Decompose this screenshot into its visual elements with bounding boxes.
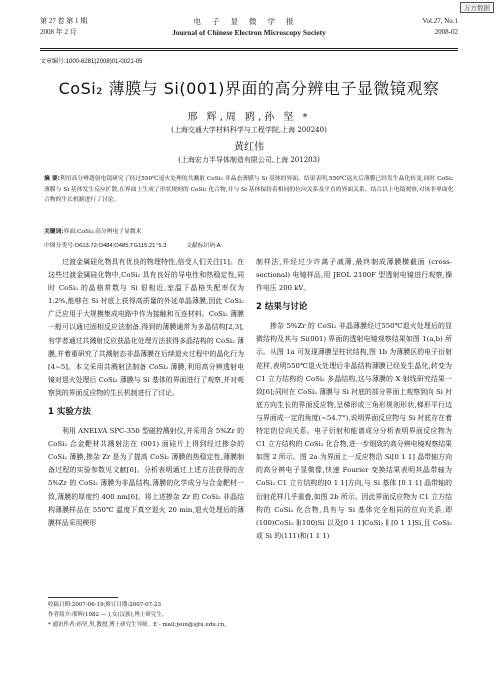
source-stamp: 万方数据 — [460, 2, 494, 13]
journal-name-cn: 电子显微学报 — [193, 17, 305, 26]
footnote-rule — [48, 597, 118, 598]
paper-title: CoSi₂ 薄膜与 Si(001)界面的高分辨电子显微镜观察 — [58, 79, 440, 98]
running-header — [40, 16, 458, 46]
journal-name-en: Journal of Chinese Electron Microscopy Society — [172, 28, 326, 37]
authors-secondary: 黄红伟 — [234, 142, 264, 153]
volume-en: Vol.27, No.1 — [422, 17, 458, 25]
header-right — [422, 16, 458, 38]
date-en: 2008-02 — [434, 28, 458, 36]
clc-number: 中图分类号:O613.72;O484;O485;TG115.21⁺5.3 — [44, 243, 167, 249]
header-rule-thick — [40, 48, 458, 49]
keywords — [44, 226, 458, 235]
methods-continued-paragraph: 制样法,并经过少许离子减薄,最终制成薄膜横截面 (cross-sectional) 电镜样品,用 JEOL 2100F 型透射电镜进行观察,操作电压 200 kV。 — [256, 258, 452, 293]
left-column — [48, 256, 244, 530]
header-rule-thin — [40, 50, 458, 51]
header-center — [40, 16, 458, 38]
section-heading-methods: 1 实验方法 — [48, 407, 91, 418]
footnote-corresponding: * 通讯作者:孙坚,男,教授,博士研究生导师。E - mail:jsun@sjtu.edu.cn。 — [48, 622, 230, 628]
affiliation-secondary: (上海宏力半导体制造有限公司,上海 201203) — [178, 156, 320, 164]
affiliation-primary: (上海交通大学材料科学与工程学院,上海 200240) — [171, 126, 327, 134]
article-number: 文章编号:1000-6281(2008)01-0021-05 — [40, 59, 143, 65]
intro-paragraph: 过渡金属硅化物具有优良的物理特性,倍受人们关注[1]。在这些过渡金属硅化物中,CoSi₂ 具有良好的导电性和热稳定性,同时 CoSi₂ 的晶格常数与 Si 很相近,室温下晶格失配率仅为 1.2%,能够在 Si 衬底上获得高质量的外延单晶薄膜,因此 CoSi₂ 广泛应用于大规模集成电路中作为接触和互连材料。CoSi₂ 薄膜一般可以通过固相反应法制备,得到的薄膜通常为多晶结构[2,3],有学者通过共溅射反应获晶化处理方法获得多晶结构的 CoSi₂ 薄膜,并着重研究了共溅射态非晶薄膜在后续退火过程中的晶化行为[4~5]。本文采用共溅射法制备 CoSi₂ 薄膜,利用高分辨透射电镜对退火处理后 CoSi₂ 薄膜与 Si 基体的界面进行了观察,并对观察到的界面反应物的生长机制进行了讨论。 — [48, 258, 244, 397]
footnote-author: 作者简介:邢辉(1982 — ),女(汉族),博士研究生。 — [48, 612, 168, 618]
keywords-label: 关键词: — [44, 229, 64, 235]
abstract — [44, 174, 458, 206]
section-heading-results: 2 结果与讨论 — [256, 302, 308, 313]
right-column — [256, 256, 452, 543]
results-paragraph: 掺杂 5%Zr 的 CoSi₂ 非晶薄膜经过550℃退火处理后的显微结构及其与 Si(001) 界面的透射电镜观察结果如图 1(a,b) 所示。从图 1a 可发现薄膜呈柱状结构,图 1b 为薄膜区的电子衍射花样,表明550℃退火处理后非晶结构薄膜已经发生晶化,转变为 C1 立方结构的 CoSi₂ 多晶结构,这与薄膜的 X 射线研究结果一致[6];同时在 CoSi₂ 薄膜与 Si 衬底的部分界面上观察到向 Si 衬底方向生长的界面反应物,呈梯形或三角形规则形状,梯形平行边与界面成一定的角度(~54.7°),说明界面反应物与 Si 衬底存在着特定的位向关系。电子衍射和能谱成分分析表明界面反应物为 C1 立方结构的 CoSi₂ 化合物,进一步细致的高分辨电镜观察结果如图 2 所示。图 2a 为界面上一反应物沿 Si[0 1 1] 晶带轴方向的高分辨电子显微像,快速 Fourier 变换结果表明其晶带轴为 CoSi₂ C1 立方结构的[0 1 1]方向,与 Si 基体 [0 1 1] 晶带轴的衍射花样几乎重叠,如图 2b 所示。因此界面反应物为 C1 立方结构的 CoSi₂ 化合物,具有与 Si 基体完全相同的位向关系,即(100)CoSi₂ ∥(100)Si 以及[0 1 1]CoSi₂ ∥ [0 1 1]Si,且 CoSi₂ 或 Si 的(111)和(1 1 1) — [256, 322, 453, 540]
keywords-text: 界面;CoSi₂;高分辨电子显微术 — [63, 229, 142, 235]
abstract-text: 利用高分辨透射电镜研究了经过550℃退火处理的共溅射 CoSi₂ 非晶态薄膜与 Si 基体的界面。结果表明,550℃退火后薄膜已经发生晶化转变,同时 CoSi₂ 薄膜与 Si 基体发生反应扩散,在界面上生成了形状规则的 CoSi₂ 化合物,并与 Si 基体保持着相同的位向关系及平直的界面关系。结合以上电镜观察,对该非界面化合物的生长机制进行了讨论。 — [44, 176, 454, 204]
methods-paragraph: 利用 ANELVA SPC-350 型磁控溅射仪,并采用含 5%Zr 的 CoSi₂ 合金靶材共溅射法在 (001) 面硅片上得到经过掺杂的 CoSi₂ 薄膜,掺杂 Zr 是为了提高 CoSi₂ 薄膜的热稳定性,薄膜制备过程的实验参数见文献[6]。分析表明通过上述方法获得的含 5%Zr 的 CoSi₂ 薄膜为非晶结构,薄膜的化学成分与合金靶材一致,薄膜的厚度约 400 nm[6]。将上述掺杂 Zr 的 CoSi₂ 非晶结构薄膜样品在 550℃ 温度下真空退火 20 min,退火处理后的薄膜样品采用楔形 — [48, 427, 244, 527]
footnote-received: 收稿日期:2007-06-19;修订日期:2007-07-23 — [48, 602, 161, 608]
abstract-label: 摘 要: — [44, 176, 60, 182]
document-code: 文献标识码:A — [186, 243, 221, 249]
volume-cn: 第 27 卷 第 1 期 — [40, 17, 88, 25]
classification-line — [44, 240, 458, 249]
authors-primary: 邢 辉,周 鸥,孙 坚 * — [187, 112, 311, 123]
date-cn: 2008 年 2 月 — [40, 28, 77, 36]
